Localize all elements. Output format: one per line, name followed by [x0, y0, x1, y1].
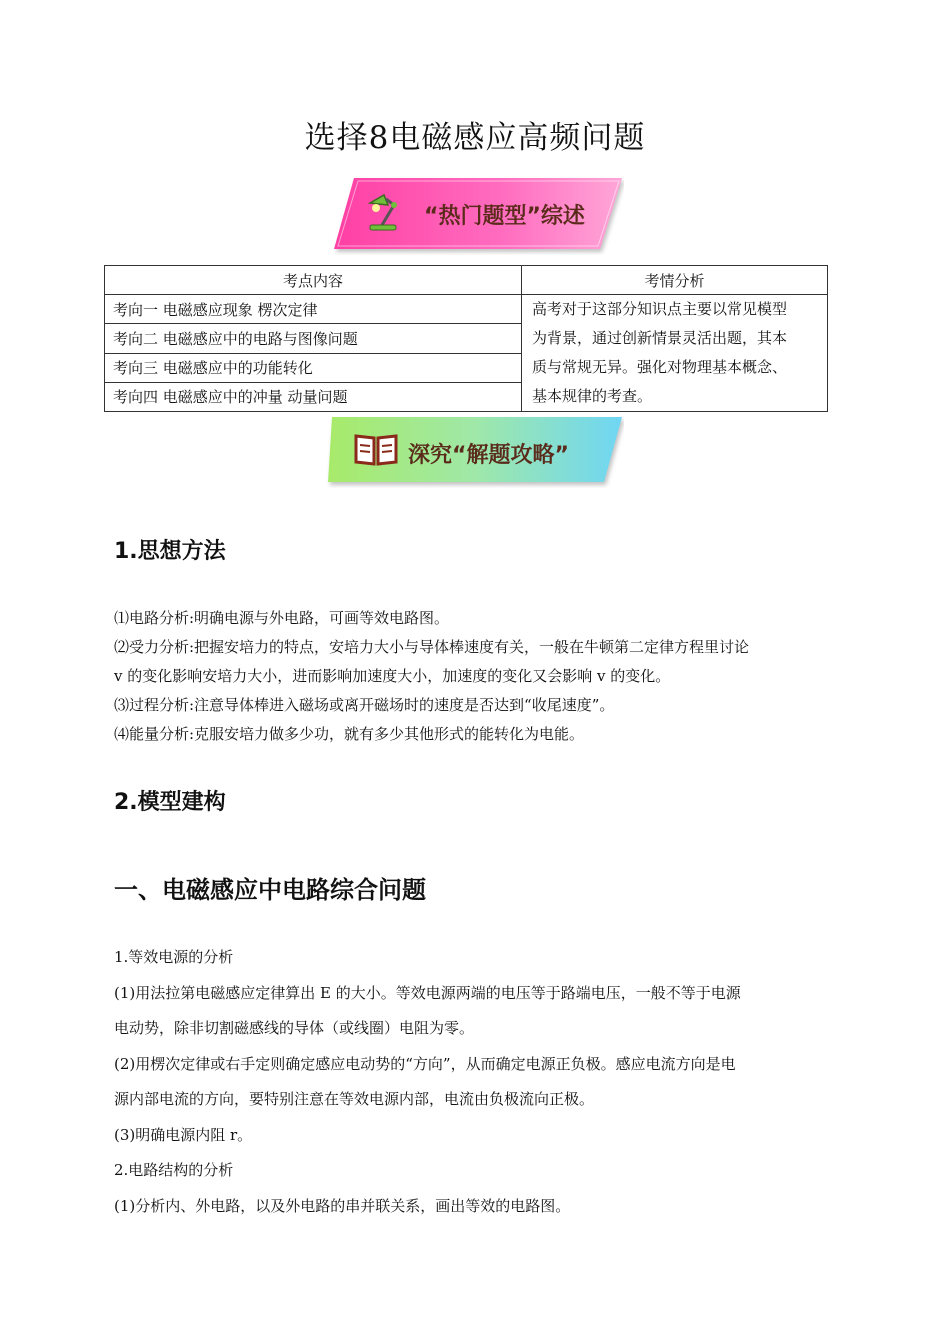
- body-line: v 的变化影响安培力大小，进而影响加速度大小，加速度的变化又会影响 v 的变化。: [114, 667, 671, 685]
- desk-lamp-icon: [360, 189, 410, 239]
- topic-cell: 考向一 电磁感应现象 楞次定律: [105, 295, 522, 324]
- topic-cell: 考向二 电磁感应中的电路与图像问题: [105, 324, 522, 353]
- body-line: 2.电路结构的分析: [114, 1161, 234, 1179]
- hot-topics-banner: [332, 175, 624, 255]
- body-line: ⑴电路分析:明确电源与外电路，可画等效电路图。: [114, 609, 450, 627]
- analysis-line: 质与常规无异。强化对物理基本概念、: [532, 358, 788, 376]
- analysis-cell: [522, 295, 828, 412]
- analysis-line: 高考对于这部分知识点主要以常见模型: [532, 300, 788, 318]
- section-heading: 2.模型建构: [114, 790, 226, 815]
- banner-title: 深究“解题攻略”: [408, 443, 569, 468]
- section-heading: 1.思想方法: [114, 539, 226, 564]
- section-body: [114, 604, 844, 749]
- overview-table: [104, 265, 828, 412]
- body-line: 源内部电流的方向，要特别注意在等效电源内部，电流由负极流向正极。: [114, 1090, 595, 1108]
- open-book-icon: [352, 430, 400, 470]
- body-line: (2)用楞次定律或右手定则确定感应电动势的“方向”，从而确定电源正负极。感应电流方向是电: [114, 1054, 736, 1073]
- section-heading: 一、电磁感应中电路综合问题: [114, 876, 426, 904]
- topic-cell: 考向三 电磁感应中的功能转化: [105, 353, 522, 382]
- body-line: ⑷能量分析:克服安培力做多少功，就有多少其他形式的能转化为电能。: [114, 725, 585, 743]
- table-header: 考点内容: [105, 266, 522, 295]
- solving-strategy-banner: [326, 414, 624, 488]
- body-line: (3)明确电源内阻 r。: [114, 1125, 253, 1144]
- topic-cell: 考向四 电磁感应中的冲量 动量问题: [105, 382, 522, 411]
- analysis-line: 为背景，通过创新情景灵活出题，其本: [532, 329, 788, 347]
- body-line: 电动势，除非切割磁感线的导体（或线圈）电阻为零。: [114, 1019, 475, 1037]
- banner-title: “热门题型”综述: [424, 204, 585, 229]
- body-line: ⑵受力分析:把握安培力的特点，安培力大小与导体棒速度有关，一般在牛顿第二定律方程里讨论: [114, 638, 750, 656]
- analysis-line: 基本规律的考查。: [532, 387, 653, 405]
- section-body: [114, 940, 844, 1224]
- body-line: 1.等效电源的分析: [114, 948, 234, 966]
- body-line: (1)用法拉第电磁感应定律算出 E 的大小。等效电源两端的电压等于路端电压，一般不等于电源: [114, 983, 741, 1002]
- page-title: 选择8电磁感应高频问题: [304, 120, 646, 156]
- body-line: (1)分析内、外电路，以及外电路的串并联关系，画出等效的电路图。: [114, 1196, 571, 1215]
- body-line: ⑶过程分析:注意导体棒进入磁场或离开磁场时的速度是否达到“收尾速度”。: [114, 696, 615, 714]
- table-header: 考情分析: [522, 266, 828, 295]
